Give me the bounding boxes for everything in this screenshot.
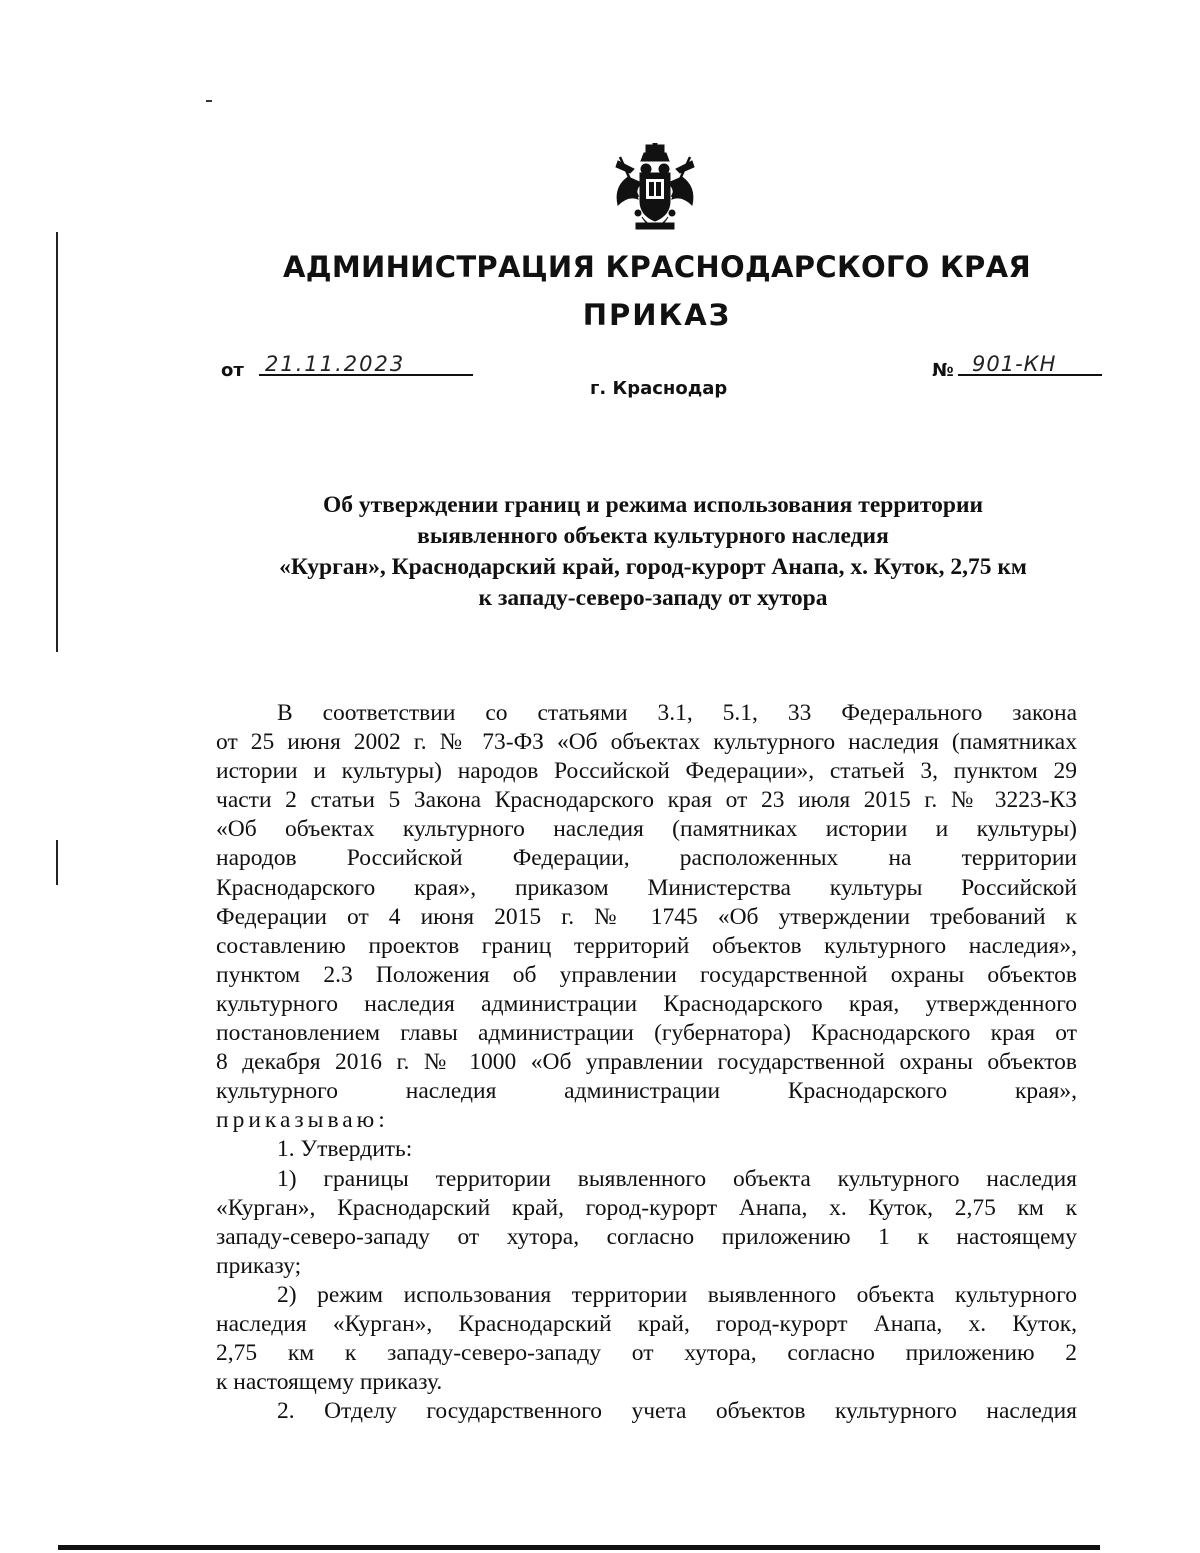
coat-of-arms-icon (608, 143, 702, 235)
body-line: части 2 статьи 5 Закона Краснодарского края от 23 июля 2015 г. № 3223-КЗ (216, 787, 1077, 814)
handwritten-number: 901-КН (958, 352, 1102, 376)
body-line: 2. Отделу государственного учета объектов культурного наследия (277, 1398, 1077, 1425)
body-line: культурного наследия администрации Краснодарского края, утвержденного (216, 990, 1077, 1017)
body-line: приказываю: (216, 1107, 389, 1134)
body-line: 8 декабря 2016 г. № 1000 «Об управлении государственной охраны объектов (216, 1049, 1077, 1076)
body-line: к настоящему приказу. (216, 1369, 443, 1396)
body-line: 2,75 км к западу-северо-западу от хутора, согласно приложению 2 (216, 1340, 1077, 1367)
body-line: постановлением главы администрации (губернатора) Краснодарского края от (216, 1020, 1077, 1047)
body-line: народов Российской Федерации, расположенных на территории (216, 845, 1077, 872)
date-field (221, 352, 481, 386)
body-line: Краснодарского края», приказом Министерства культуры Российской (216, 874, 1077, 901)
title-line: к западу-северо-западу от хутора (478, 585, 828, 611)
body-line: «Об объектах культурного наследия (памятниках истории и культуры) (216, 816, 1077, 843)
body-line: от 25 июня 2002 г. № 73-ФЗ «Об объектах культурного наследия (памятниках (216, 729, 1077, 756)
number-prefix: № (932, 360, 954, 381)
body-line: 1. Утвердить: (277, 1136, 413, 1163)
body-line: «Курган», Краснодарский край, город-курорт Анапа, х. Куток, 2,75 км к (216, 1194, 1077, 1221)
scan-mark (206, 100, 212, 102)
document-body (216, 699, 1077, 1426)
body-line: составлению проектов границ территорий объектов культурного наследия», (216, 932, 1077, 959)
number-field (932, 352, 1104, 386)
title-line: Об утверждении границ и режима использования территории (322, 492, 984, 518)
body-line: 2) режим использования территории выявленного объекта культурного (277, 1281, 1077, 1308)
body-line: культурного наследия администрации Краснодарского края», (216, 1078, 1077, 1105)
organization-title: АДМИНИСТРАЦИЯ КРАСНОДАРСКОГО КРАЯ (283, 250, 1031, 284)
scan-margin-line (56, 232, 58, 652)
body-line: Федерации от 4 июня 2015 г. № 1745 «Об утверждении требований к (216, 903, 1077, 930)
document-subject-title (180, 490, 1126, 614)
title-line: «Курган», Краснодарский край, город-курорт Анапа, х. Куток, 2,75 км (279, 554, 1027, 580)
body-line: наследия «Курган», Краснодарский край, город-курорт Анапа, х. Куток, (216, 1310, 1077, 1337)
scan-bottom-edge (58, 1545, 1100, 1550)
body-line: 1) границы территории выявленного объекта культурного наследия (277, 1165, 1077, 1192)
title-line: выявленного объекта культурного наследия (417, 523, 889, 549)
body-line: В соответствии со статьями 3.1, 5.1, 33 Федерального закона (277, 700, 1077, 726)
handwritten-date: 21.11.2023 (259, 352, 473, 376)
document-type-title: ПРИКАЗ (582, 298, 732, 332)
body-line: западу-северо-западу от хутора, согласно приложению 1 к настоящему (216, 1223, 1077, 1250)
date-prefix: от (221, 360, 244, 381)
city-label: г. Краснодар (590, 378, 728, 399)
scan-margin-line (56, 840, 58, 885)
body-line: истории и культуры) народов Российской Федерации», статьей 3, пунктом 29 (216, 758, 1077, 785)
body-line: приказу; (216, 1252, 302, 1279)
body-line: пунктом 2.3 Положения об управлении государственной охраны объектов (216, 961, 1077, 988)
